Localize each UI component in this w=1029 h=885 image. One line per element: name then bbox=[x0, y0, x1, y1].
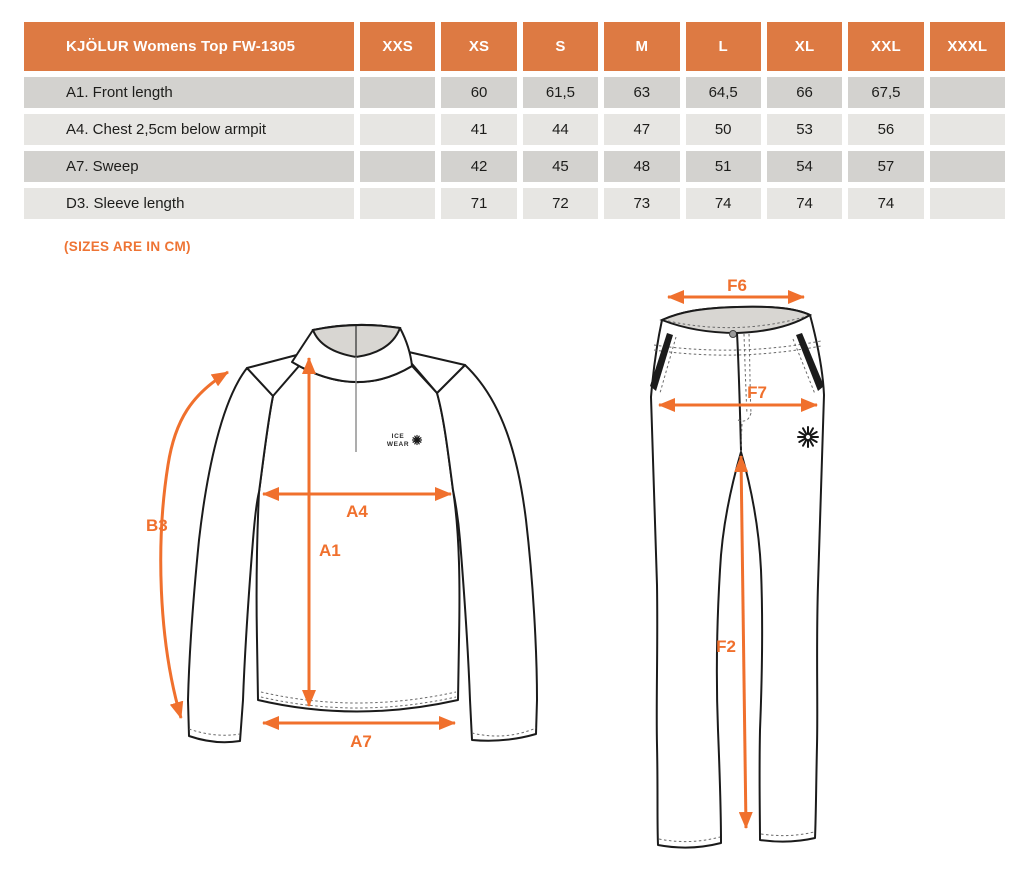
size-value-cell: 66 bbox=[767, 77, 842, 108]
size-value-cell: 54 bbox=[767, 151, 842, 182]
row-label: D3. Sleeve length bbox=[24, 188, 354, 219]
size-value-cell bbox=[930, 77, 1005, 108]
size-value-cell: 67,5 bbox=[848, 77, 923, 108]
size-value-cell: 42 bbox=[441, 151, 516, 182]
size-column-header-l: L bbox=[686, 22, 761, 71]
row-label: A4. Chest 2,5cm below armpit bbox=[24, 114, 354, 145]
size-value-cell: 73 bbox=[604, 188, 679, 219]
size-value-cell: 53 bbox=[767, 114, 842, 145]
label-b3: B3 bbox=[146, 516, 168, 535]
svg-text:ICE: ICE bbox=[391, 433, 405, 440]
size-value-cell bbox=[360, 114, 435, 145]
label-f2: F2 bbox=[716, 637, 736, 656]
label-f7: F7 bbox=[747, 383, 767, 402]
size-value-cell: 57 bbox=[848, 151, 923, 182]
size-value-cell bbox=[930, 151, 1005, 182]
arrow-f2 bbox=[741, 456, 746, 828]
units-note: (SIZES ARE IN CM) bbox=[64, 239, 191, 254]
label-a7: A7 bbox=[350, 732, 372, 751]
size-value-cell bbox=[360, 151, 435, 182]
size-value-cell: 51 bbox=[686, 151, 761, 182]
size-value-cell: 74 bbox=[848, 188, 923, 219]
size-value-cell: 45 bbox=[523, 151, 598, 182]
size-value-cell: 56 bbox=[848, 114, 923, 145]
size-value-cell: 72 bbox=[523, 188, 598, 219]
pants-body bbox=[651, 307, 824, 848]
table-title: KJÖLUR Womens Top FW-1305 bbox=[24, 22, 354, 71]
size-value-cell: 71 bbox=[441, 188, 516, 219]
svg-text:WEAR: WEAR bbox=[386, 441, 410, 448]
label-a1: A1 bbox=[319, 541, 341, 560]
size-value-cell: 64,5 bbox=[686, 77, 761, 108]
size-column-header-xl: XL bbox=[767, 22, 842, 71]
size-value-cell: 60 bbox=[441, 77, 516, 108]
label-a4: A4 bbox=[346, 502, 368, 521]
size-value-cell bbox=[930, 114, 1005, 145]
size-value-cell: 63 bbox=[604, 77, 679, 108]
size-column-header-xxxl: XXXL bbox=[930, 22, 1005, 71]
size-value-cell: 48 bbox=[604, 151, 679, 182]
garment-diagrams bbox=[0, 270, 1029, 885]
size-column-header-xs: XS bbox=[441, 22, 516, 71]
size-value-cell bbox=[360, 77, 435, 108]
size-value-cell: 44 bbox=[523, 114, 598, 145]
size-table bbox=[24, 22, 1005, 219]
size-value-cell: 41 bbox=[441, 114, 516, 145]
size-value-cell: 74 bbox=[686, 188, 761, 219]
label-f6: F6 bbox=[727, 276, 747, 295]
size-column-header-xxl: XXL bbox=[848, 22, 923, 71]
size-value-cell: 61,5 bbox=[523, 77, 598, 108]
pants-button bbox=[730, 331, 737, 338]
top-body bbox=[257, 362, 460, 712]
size-value-cell: 74 bbox=[767, 188, 842, 219]
row-label: A1. Front length bbox=[24, 77, 354, 108]
size-column-header-m: M bbox=[604, 22, 679, 71]
pants-drawing bbox=[650, 276, 824, 848]
size-value-cell: 47 bbox=[604, 114, 679, 145]
size-column-header-xxs: XXS bbox=[360, 22, 435, 71]
size-column-header-s: S bbox=[523, 22, 598, 71]
size-value-cell bbox=[930, 188, 1005, 219]
top-garment-drawing bbox=[146, 325, 537, 751]
row-label: A7. Sweep bbox=[24, 151, 354, 182]
size-value-cell: 50 bbox=[686, 114, 761, 145]
size-value-cell bbox=[360, 188, 435, 219]
